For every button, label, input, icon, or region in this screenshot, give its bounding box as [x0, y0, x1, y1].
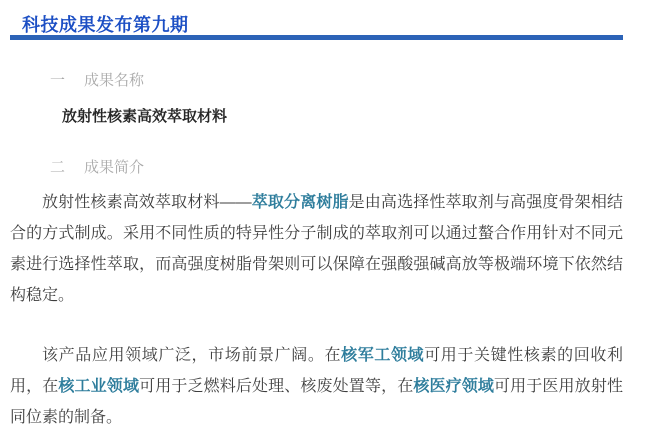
- highlight-nuclear-military-field: 核军工领域: [341, 347, 425, 364]
- achievement-name: 放射性核素高效萃取材料: [62, 108, 228, 125]
- application-paragraph: [10, 340, 623, 433]
- section-two-label: 成果简介: [84, 159, 145, 176]
- title-underline-rule: [10, 35, 623, 40]
- application-text-2: 可用于关键性核素的回收利用，在: [10, 347, 623, 395]
- intro-paragraph: [10, 187, 623, 311]
- section-one-label: 成果名称: [84, 72, 145, 89]
- section-two-number: 二: [50, 159, 66, 176]
- application-text-4: 可用于医用放射性同位素的制备。: [10, 378, 623, 426]
- section-one-heading: [50, 69, 144, 90]
- section-two-heading: [50, 156, 144, 177]
- application-text-3: 可用于乏燃料后处理、核废处置等，在: [139, 378, 414, 395]
- intro-text-pre: 放射性核素高效萃取材料——: [42, 194, 252, 211]
- intro-text-post: 是由高选择性萃取剂与高强度骨架相结合的方式制成。采用不同性质的特异性分子制成的萃取剂可以通过螯合作用针对不同元素进行选择性萃取，而高强度树脂骨架则可以保障在强酸强碱高放等极端环境下依然结构稳定。: [10, 194, 623, 304]
- highlight-extraction-resin: 萃取分离树脂: [251, 194, 349, 211]
- application-text-1: 该产品应用领域广泛，市场前景广阔。在: [42, 347, 342, 364]
- highlight-nuclear-medical-field: 核医疗领域: [413, 378, 495, 395]
- section-one-number: 一: [50, 72, 66, 89]
- page-title: 科技成果发布第九期: [22, 15, 189, 35]
- highlight-nuclear-industry-field: 核工业领域: [58, 378, 140, 395]
